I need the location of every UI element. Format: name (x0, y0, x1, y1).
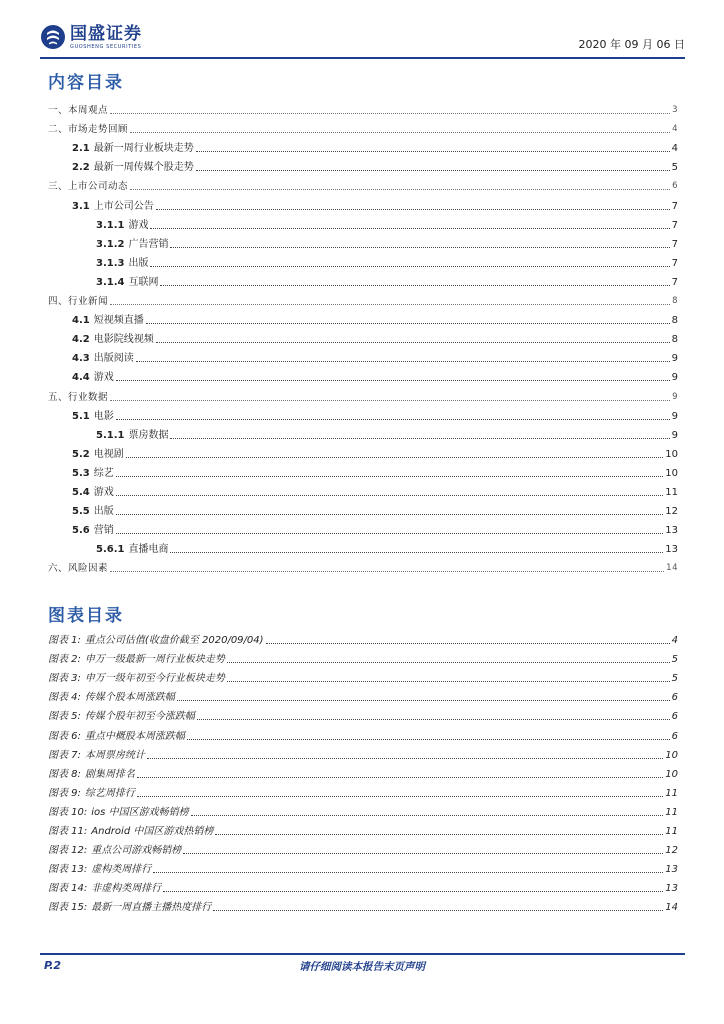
figure-number: 图表 6: (48, 730, 81, 742)
header-divider (40, 57, 685, 59)
section-number: 5.3 (72, 467, 90, 479)
figure-label: 申万一级年初至今行业板块走势 (84, 673, 225, 685)
page-ref: 6 (671, 692, 678, 704)
page-ref: 9 (672, 391, 678, 402)
figure-entry[interactable] (48, 803, 678, 819)
figure-number: 图表 2: (48, 654, 81, 666)
figure-entry[interactable] (48, 879, 678, 895)
toc-entry[interactable] (48, 540, 678, 556)
figure-number: 图表 4: (48, 692, 81, 704)
figure-label: 重点公司游戏畅销榜 (91, 845, 182, 857)
company-logo (40, 22, 142, 52)
section-number: 一、 (48, 105, 69, 116)
section-label: 游戏 (93, 487, 114, 498)
figure-entry[interactable] (48, 860, 678, 876)
toc-entry[interactable] (48, 254, 678, 270)
figure-entry[interactable] (48, 765, 678, 781)
dot-leader (116, 380, 670, 381)
page-ref: 5 (671, 673, 678, 685)
section-label: 最新一周传媒个股走势 (93, 162, 194, 174)
section-label: 电视剧 (93, 448, 124, 460)
section-number: 三、 (48, 181, 69, 193)
section-number: 5.2 (72, 448, 90, 460)
section-number: 2.2 (72, 162, 90, 174)
dot-leader (147, 758, 663, 759)
figure-entry[interactable] (48, 669, 678, 685)
section-label: 广告营销 (128, 238, 169, 250)
section-label: 上市公司公告 (93, 200, 154, 212)
disclaimer-notice: 请仔细阅读本报告末页声明 (299, 961, 425, 973)
dot-leader (110, 400, 670, 401)
figure-number: 图表 10: (48, 806, 88, 818)
page-ref: 7 (671, 200, 678, 212)
section-label: 市场走势回顾 (68, 124, 129, 136)
dot-leader (150, 228, 669, 229)
page-ref: 10 (665, 448, 678, 460)
dot-leader (227, 662, 670, 663)
figure-label: 传媒个股本周涨跌幅 (84, 692, 175, 704)
figure-number: 图表 7: (48, 749, 81, 761)
toc-entry[interactable] (48, 349, 678, 365)
figure-entry[interactable] (48, 784, 678, 800)
page-ref: 8 (672, 296, 678, 306)
dot-leader (191, 815, 664, 816)
page-ref: 4 (671, 143, 678, 155)
page-ref: 10 (665, 749, 678, 761)
figure-entry[interactable] (48, 841, 678, 857)
dot-leader (110, 113, 670, 114)
section-number: 4.1 (72, 315, 90, 327)
dot-leader (130, 189, 670, 190)
page-ref: 13 (665, 525, 678, 537)
figure-label: 剧集周排名 (84, 768, 135, 780)
page-ref: 12 (665, 845, 678, 857)
figure-entry[interactable] (48, 822, 678, 838)
figure-entry[interactable] (48, 898, 678, 914)
dot-leader (146, 323, 670, 324)
section-number: 3.1.3 (96, 257, 125, 269)
figure-label: 重点中概股本周涨跌幅 (84, 730, 185, 742)
toc-entry[interactable] (48, 445, 678, 461)
page-ref: 5 (671, 162, 678, 174)
page-ref: 14 (665, 902, 678, 914)
section-label: 出版 (128, 257, 149, 269)
section-number: 4.2 (72, 334, 90, 346)
figure-label: 虚构类周排行 (91, 864, 152, 876)
dot-leader (156, 342, 670, 343)
dot-leader (156, 209, 670, 210)
page-ref: 12 (665, 506, 678, 518)
page-ref: 9 (671, 429, 678, 441)
toc-entry[interactable] (48, 120, 678, 136)
section-label: 上市公司动态 (68, 181, 129, 193)
section-number: 五、 (48, 391, 69, 403)
figure-entry[interactable] (48, 727, 678, 743)
dot-leader (170, 552, 663, 553)
section-number: 5.5 (72, 506, 90, 518)
page-ref: 10 (665, 768, 678, 780)
section-label: 直播电商 (128, 544, 169, 556)
section-label: 本周观点 (68, 105, 109, 116)
section-label: 游戏 (93, 372, 114, 384)
figure-number: 图表 8: (48, 768, 81, 780)
page-number: P.2 (44, 959, 62, 972)
section-number: 3.1.4 (96, 276, 125, 288)
section-number: 3.1 (72, 200, 90, 212)
toc-entry[interactable] (48, 330, 678, 346)
figure-label: 传媒个股年初至今涨跌幅 (84, 711, 195, 723)
page-ref: 11 (665, 826, 678, 837)
section-number: 4.4 (72, 372, 90, 384)
dot-leader (136, 361, 670, 362)
page-ref: 7 (671, 238, 678, 250)
section-number: 5.6 (72, 525, 90, 537)
toc-entry[interactable] (48, 368, 678, 384)
toc-entry[interactable] (48, 483, 678, 499)
page-ref: 11 (665, 787, 678, 799)
dot-leader (116, 533, 664, 534)
page-ref: 3 (672, 105, 678, 115)
section-label: 出版 (93, 506, 114, 518)
logo-english-name: GUOSHENG SECURITIES (70, 43, 142, 50)
dot-leader (116, 419, 670, 420)
page-ref: 7 (671, 276, 678, 288)
section-label: 风险因素 (68, 563, 109, 575)
dot-leader (196, 170, 670, 171)
page-ref: 9 (671, 372, 678, 384)
section-number: 4.3 (72, 353, 90, 365)
dot-leader (170, 247, 669, 248)
dot-leader (187, 739, 670, 740)
guosheng-logo-icon (40, 24, 66, 50)
dot-leader (163, 891, 663, 892)
toc-entry[interactable] (48, 407, 678, 423)
section-label: 行业数据 (68, 391, 109, 403)
page-ref: 13 (665, 544, 678, 556)
dot-leader (110, 571, 664, 572)
figure-entry[interactable] (48, 650, 678, 666)
figure-number: 图表 14: (48, 883, 88, 895)
figure-list-title: 图表目录 (48, 606, 124, 626)
page-ref: 8 (671, 315, 678, 327)
section-label: 行业新闻 (68, 296, 109, 307)
dot-leader (150, 266, 669, 267)
dot-leader (196, 151, 670, 152)
figure-number: 图表 11: (48, 826, 88, 837)
logo-chinese-name: 国盛证券 (70, 23, 142, 44)
figure-number: 图表 15: (48, 902, 88, 914)
section-label: 电影 (93, 410, 114, 422)
figure-label: 本周票房统计 (84, 749, 145, 761)
dot-leader (110, 304, 670, 305)
toc-entry[interactable] (48, 292, 678, 308)
dot-leader (177, 700, 670, 701)
page-ref: 11 (665, 806, 678, 818)
dot-leader (183, 853, 663, 854)
toc-title: 内容目录 (48, 73, 124, 93)
toc-entry[interactable] (48, 158, 678, 174)
page-ref: 9 (671, 353, 678, 365)
figure-label: 最新一周直播主播热度排行 (91, 902, 212, 914)
section-number: 六、 (48, 563, 69, 575)
dot-leader (153, 872, 663, 873)
figure-label: ios 中国区游戏畅销榜 (91, 806, 189, 818)
section-number: 3.1.1 (96, 219, 125, 231)
page-ref: 4 (672, 124, 678, 135)
section-label: 综艺 (93, 467, 114, 479)
page-ref: 13 (665, 864, 678, 876)
dot-leader (116, 476, 664, 477)
toc-entry[interactable] (48, 502, 678, 518)
section-number: 5.1.1 (96, 429, 125, 441)
page-header (40, 22, 685, 54)
dot-leader (116, 514, 664, 515)
section-label: 票房数据 (128, 429, 169, 441)
section-label: 互联网 (128, 276, 159, 288)
figure-entry[interactable] (48, 688, 678, 704)
dot-leader (213, 910, 663, 911)
toc-entry[interactable] (48, 101, 678, 117)
figure-number: 图表 3: (48, 673, 81, 685)
dot-leader (130, 132, 670, 133)
footer-divider (40, 953, 685, 955)
toc-entry[interactable] (48, 235, 678, 251)
dot-leader (215, 834, 663, 835)
figure-entry[interactable] (48, 707, 678, 723)
section-label: 营销 (93, 525, 114, 537)
section-label: 游戏 (128, 219, 149, 231)
toc-entry[interactable] (48, 273, 678, 289)
dot-leader (170, 438, 669, 439)
page-ref: 4 (671, 635, 678, 646)
page-ref: 7 (671, 257, 678, 269)
toc-entry[interactable] (48, 139, 678, 155)
section-number: 四、 (48, 296, 69, 307)
page-ref: 7 (671, 219, 678, 231)
toc-entry[interactable] (48, 521, 678, 537)
figure-entry[interactable] (48, 631, 678, 647)
toc-entry[interactable] (48, 464, 678, 480)
figure-label: 综艺周排行 (84, 787, 135, 799)
dot-leader (137, 777, 663, 778)
figure-label: 重点公司估值(收盘价截至 2020/09/04) (84, 635, 264, 646)
figure-label: Android 中国区游戏热销榜 (91, 826, 214, 837)
figure-number: 图表 9: (48, 787, 81, 799)
section-label: 出版阅读 (93, 353, 134, 365)
figure-label: 非虚构类周排行 (91, 883, 162, 895)
dot-leader (227, 681, 670, 682)
section-label: 短视频直播 (93, 315, 144, 327)
dot-leader (266, 643, 670, 644)
page-ref: 6 (671, 730, 678, 742)
dot-leader (126, 457, 664, 458)
figure-number: 图表 5: (48, 711, 81, 723)
page-ref: 8 (671, 334, 678, 346)
figure-number: 图表 12: (48, 845, 88, 857)
toc-entry[interactable] (48, 426, 678, 442)
page-ref: 11 (665, 487, 678, 498)
section-number: 3.1.2 (96, 238, 125, 250)
figure-label: 申万一级最新一周行业板块走势 (84, 654, 225, 666)
page-ref: 14 (666, 563, 678, 574)
page-ref: 13 (665, 883, 678, 895)
dot-leader (137, 796, 663, 797)
section-label: 电影院线视频 (93, 334, 154, 346)
section-number: 5.1 (72, 410, 90, 422)
toc-entry[interactable] (48, 177, 678, 193)
figure-number: 图表 1: (48, 635, 81, 646)
figure-number: 图表 13: (48, 864, 88, 876)
dot-leader (197, 719, 670, 720)
page-ref: 10 (665, 467, 678, 479)
section-number: 二、 (48, 124, 69, 136)
section-number: 2.1 (72, 143, 90, 155)
toc-entry[interactable] (48, 559, 678, 575)
page-ref: 9 (671, 410, 678, 422)
dot-leader (116, 495, 664, 496)
page-ref: 6 (671, 711, 678, 723)
report-date: 2020 年 09 月 06 日 (578, 38, 685, 51)
toc-entry[interactable] (48, 311, 678, 327)
page-ref: 6 (672, 181, 678, 192)
section-number: 5.4 (72, 487, 90, 498)
section-number: 5.6.1 (96, 544, 125, 556)
toc-entry[interactable] (48, 388, 678, 404)
dot-leader (160, 285, 669, 286)
section-label: 最新一周行业板块走势 (93, 143, 194, 155)
toc-entry[interactable] (48, 216, 678, 232)
page-ref: 5 (671, 654, 678, 666)
figure-entry[interactable] (48, 746, 678, 762)
toc-entry[interactable] (48, 197, 678, 213)
